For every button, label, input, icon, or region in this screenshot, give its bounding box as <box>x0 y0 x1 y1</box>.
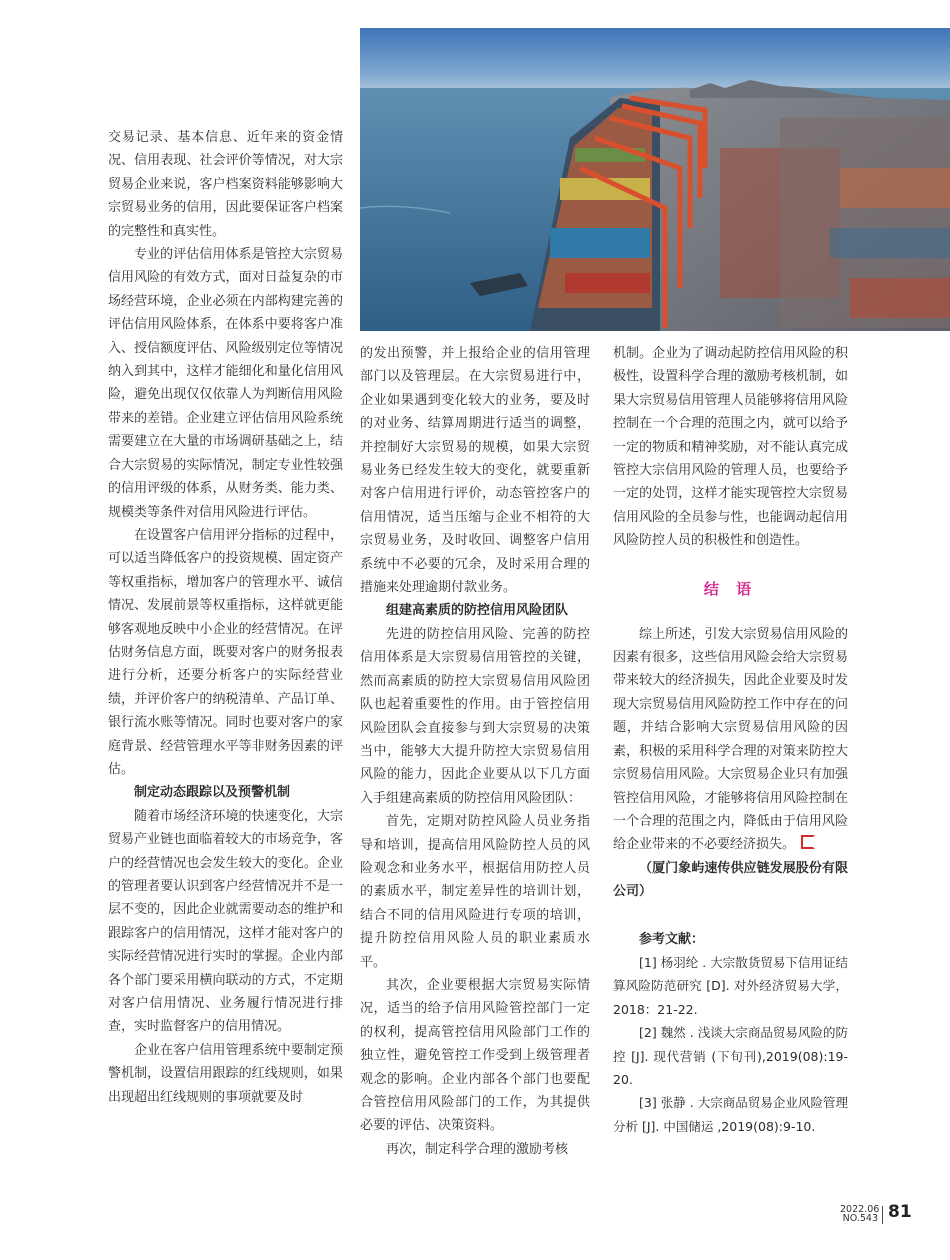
column-right <box>613 342 848 1138</box>
end-mark-icon <box>801 835 815 849</box>
reference-item: [3] 张静 . 大宗商品贸易企业风险管理分析 [J]. 中国储运 ,2019(08):9-10. <box>613 1095 848 1134</box>
page-footer <box>840 1204 920 1226</box>
author-affiliation: （厦门象屿速传供应链发展股份有限公司） <box>613 860 848 900</box>
paragraph <box>613 623 848 857</box>
paragraph: 机制。企业为了调动起防控信用风险的积极性，设置科学合理的激励考核机制，如果大宗贸易信用管理人员能够将信用风险控制在一个合理的范围之内，就可以给予一定的物质和精神奖励，对不能认真完成管控大宗信用风险的管理人员，也要给予一定的处罚，这样才能实现管控大宗贸易信用风险的全员参与性，也能调动起信用风险防控人员的积极性和创造性。 <box>613 346 848 549</box>
paragraph: 再次，制定科学合理的激励考核 <box>386 1141 569 1157</box>
port-photo <box>360 28 950 331</box>
reference-item: [2] 魏然 . 浅谈大宗商品贸易风险的防控 [J]. 现代营销 (下旬刊),2019(08):19-20. <box>613 1025 848 1087</box>
paragraph: 专业的评估信用体系是管控大宗贸易信用风险的有效方式，面对日益复杂的市场经营环境，企业必须在内部构建完善的评估信用风险体系，在体系中要将客户准入、授信额度评估、风险级别定位等情况纳入到其中，这样才能细化和量化信用风险，避免出现仅仅依靠人为判断信用风险带来的差错。企业建立评估信用风险系统需要建立在大量的市场调研基础之上，结合大宗贸易的实际情况，制定专业性较强的信用评级的体系，从财务类、能力类、规模类等条件对信用风险进行评估。 <box>108 247 343 520</box>
conclusion-heading: 结 语 <box>703 579 758 598</box>
conclusion-text: 综上所述，引发大宗贸易信用风险的因素有很多，这些信用风险会给大宗贸易带来较大的经济损失，因此企业要及时发现大宗贸易信用风险防控工作中存在的问题，并结合影响大宗贸易信用风险的因素，积极的采用科学合理的对策来防控大宗贸易信用风险。大宗贸易企业只有加强管控信用风险，才能够将信用风险控制在一个合理的范围之内，降低由于信用风险给企业带来的不必要经济损失。 <box>613 626 848 853</box>
page-number: 81 <box>888 1202 912 1222</box>
paragraph: 其次，企业要根据大宗贸易实际情况，适当的给予信用风险管控部门一定的权利，提高管控信用风险部门工作的独立性，避免管控工作受到上级管理者观念的影响。企业内部各个部门也要配合管控信用风险部门的工作，为其提供必要的评估、决策资料。 <box>360 977 590 1134</box>
issue-number: NO.543 <box>842 1213 878 1224</box>
issue-info <box>840 1205 878 1223</box>
section-heading: 制定动态跟踪以及预警机制 <box>134 785 291 801</box>
column-left <box>108 126 343 1109</box>
paragraph: 在设置客户信用评分指标的过程中，可以适当降低客户的投资规模、固定资产等权重指标，增加客户的管理水平、诚信情况、发展前景等权重指标，这样就更能够客观地反映中小企业的经营情况。在评估财务信息方面，既要对客户的财务报表进行分析，还要分析客户的实际经营业绩，并评价客户的纳税清单、产品订单、银行流水账等情况。同时也要对客户的家庭背景、经营管理水平等非财务因素的评估。 <box>108 527 343 777</box>
issue-date: 2022.06 <box>840 1204 880 1215</box>
paragraph: 交易记录、基本信息、近年来的资金情况、信用表现、社会评价等情况，对大宗贸易企业来说，客户档案资料能够影响大宗贸易业务的信用，因此要保证客户档案的完整性和真实性。 <box>108 130 343 239</box>
paragraph: 随着市场经济环境的快速变化，大宗贸易产业链也面临着较大的市场竞争，客户的经营情况也会发生较大的变化。企业的管理者要认识到客户经营情况并不是一层不变的，因此企业就需要动态的维护和跟踪客户的信用情况，这样才能对客户的实际经营情况进行实时的掌握。企业内部各个部门要采用横向联动的方式，不定期对客户信用情况、业务履行情况进行排查，实时监督客户的信用情况。 <box>108 808 343 1035</box>
paragraph: 首先，定期对防控风险人员业务指导和培训，提高信用风险防控人员的风险观念和业务水平，根据信用防控人员的素质水平，制定差异性的培训计划，结合不同的信用风险进行专项的培训，提升防控信用风险人员的职业素质水平。 <box>360 814 590 970</box>
paragraph: 先进的防控信用风险、完善的防控信用体系是大宗贸易信用管控的关键，然而高素质的防控大宗贸易信用风险团队也起着重要性的作用。由于管控信用风险团队会直接参与到大宗贸易的决策当中，能够大大提升防控大宗贸易信用风险的能力，因此企业要从以下几方面入手组建高素质的防控信用风险团队： <box>360 626 590 806</box>
paragraph: 的发出预警，并上报给企业的信用管理部门以及管理层。在大宗贸易进行中，企业如果遇到变化较大的业务，要及时的对业务、结算周期进行适当的调整，并控制好大宗贸易的规模，如果大宗贸易业务已经发生较大的变化，就要重新对客户信用进行评价，动态管控客户的信用情况，适当压缩与企业不相符的大宗贸易业务，及时收回、调整客户信用系统中不必要的冗余，及时采用合理的措施来处理逾期付款业务。 <box>360 346 590 596</box>
container-port-illustration <box>360 28 950 331</box>
paragraph: 企业在客户信用管理系统中要制定预警机制，设置信用跟踪的红线规则，如果出现超出红线规则的事项就要及时 <box>108 1042 343 1105</box>
section-heading: 组建高素质的防控信用风险团队 <box>386 603 569 619</box>
reference-item: [1] 杨羽纶 . 大宗散货贸易下信用证结算风险防范研究 [D]. 对外经济贸易大学，2018：21-22. <box>613 954 848 1017</box>
footer-divider <box>882 1206 883 1224</box>
references-heading: 参考文献： <box>639 931 705 947</box>
container-stacks <box>720 118 950 328</box>
references-list <box>613 951 848 1138</box>
column-middle <box>360 342 590 1161</box>
